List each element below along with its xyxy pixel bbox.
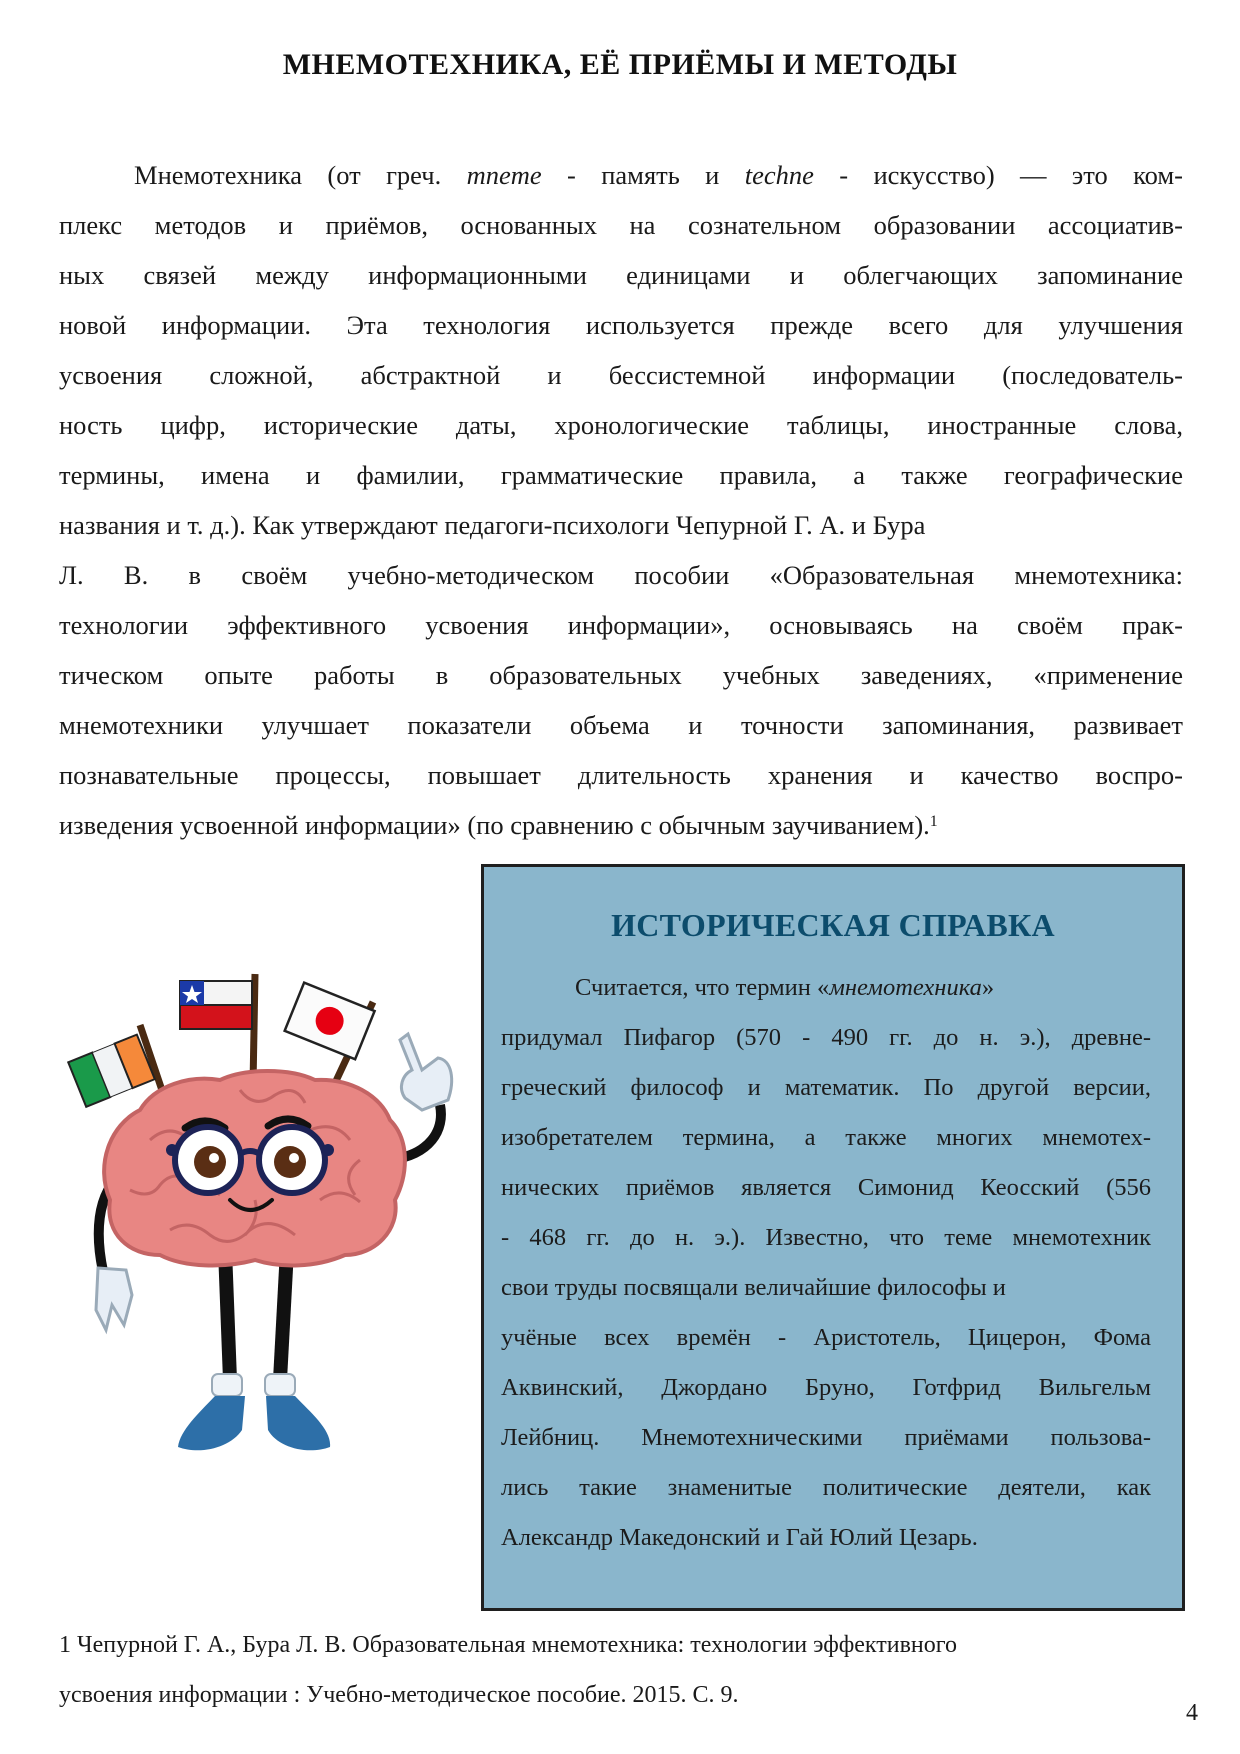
note-line: [501, 963, 1151, 1013]
text-run: »: [981, 974, 995, 1001]
italic-term: techne: [744, 160, 814, 190]
note-line: свои труды посвящали величайшие философы и: [501, 1274, 1006, 1301]
intro-line: названия и т. д.). Как утверждают педагоги-психологи Чепурной Г. А. и Бура: [59, 510, 926, 540]
intro-line: [59, 800, 1183, 850]
text-run: Считается, что термин «: [575, 974, 830, 1001]
brain-illustration: [60, 950, 480, 1470]
footnote: [59, 1620, 1183, 1720]
footnote-line: 1 Чепурной Г. А., Бура Л. В. Образовательная мнемотехника: технологии эффективного: [59, 1632, 957, 1658]
intro-line: технологии эффективного усвоения информации», основываясь на своём прак-: [59, 610, 1183, 640]
intro-line: Л. В. в своём учебно-методическом пособии «Образовательная мнемотехника:: [59, 560, 1183, 590]
intro-line: тическом опыте работы в образовательных учебных заведениях, «применение: [59, 660, 1183, 690]
intro-line: термины, имена и фамилии, грамматические правила, а также географические: [59, 460, 1183, 490]
note-line: - 468 гг. до н. э.). Известно, что теме мнемотехник: [501, 1224, 1151, 1251]
italic-term: мнемотехника: [829, 974, 982, 1001]
note-line: греческий философ и математик. По другой версии,: [501, 1074, 1151, 1101]
note-line: лись такие знаменитые политические деятели, как: [501, 1474, 1151, 1501]
note-line: Александр Македонский и Гай Юлий Цезарь.: [501, 1524, 978, 1551]
chile-flag-icon: [180, 981, 252, 1029]
intro-line: новой информации. Эта технология используется прежде всего для улучшения: [59, 310, 1183, 340]
note-line: нических приёмов является Симонид Кеосский (556: [501, 1174, 1151, 1201]
intro-line: ных связей между информационными единицами и облегчающих запоминание: [59, 260, 1183, 290]
note-line: Лейбниц. Мнемотехническими приёмами пользова-: [501, 1424, 1151, 1451]
ireland-flag-icon: [68, 1035, 155, 1107]
pointing-hand-icon: [400, 1034, 452, 1110]
note-line: придумал Пифагор (570 - 490 гг. до н. э.), древне-: [501, 1024, 1151, 1051]
brain-mascot-icon: [60, 950, 480, 1470]
page-number: 4: [1186, 1700, 1198, 1726]
footnote-line: усвоения информации : Учебно-методическое пособие. 2015. С. 9.: [59, 1682, 739, 1708]
text-run: - искусство) — это ком-: [813, 160, 1183, 190]
japan-flag-icon: [285, 983, 375, 1060]
note-line: изобретателем термина, а также многих мнемотех-: [501, 1124, 1151, 1151]
page-title: МНЕМОТЕХНИКА, ЕЁ ПРИЁМЫ И МЕТОДЫ: [282, 48, 958, 81]
brain-icon: [104, 1071, 405, 1265]
intro-line: познавательные процессы, повышает длительность хранения и качество воспро-: [59, 760, 1183, 790]
text-run: изведения усвоенной информации» (по сравнению с обычным заучиванием).: [59, 810, 930, 840]
intro-line: мнемотехники улучшает показатели объема и точности запоминания, развивает: [59, 710, 1183, 740]
note-line: учёные всех времён - Аристотель, Цицерон, Фома: [501, 1324, 1151, 1351]
footnote-ref[interactable]: 1: [929, 813, 938, 830]
intro-paragraph: [59, 150, 1183, 850]
historical-note-text: [501, 963, 1151, 1563]
historical-note-title: ИСТОРИЧЕСКАЯ СПРАВКА: [611, 907, 1055, 943]
historical-note-box: [481, 864, 1185, 1611]
italic-term: mneme: [466, 160, 542, 190]
intro-line: ность цифр, исторические даты, хронологические таблицы, иностранные слова,: [59, 410, 1183, 440]
text-run: Мнемотехника (от греч.: [134, 160, 467, 190]
note-line: Аквинский, Джордано Бруно, Готфрид Вильгельм: [501, 1374, 1151, 1401]
left-hand-icon: [96, 1268, 132, 1330]
intro-line: [59, 150, 1183, 200]
intro-line: усвоения сложной, абстрактной и бессистемной информации (последователь-: [59, 360, 1183, 390]
text-run: - память и: [541, 160, 745, 190]
intro-line: плекс методов и приёмов, основанных на сознательном образовании ассоциатив-: [59, 210, 1183, 240]
